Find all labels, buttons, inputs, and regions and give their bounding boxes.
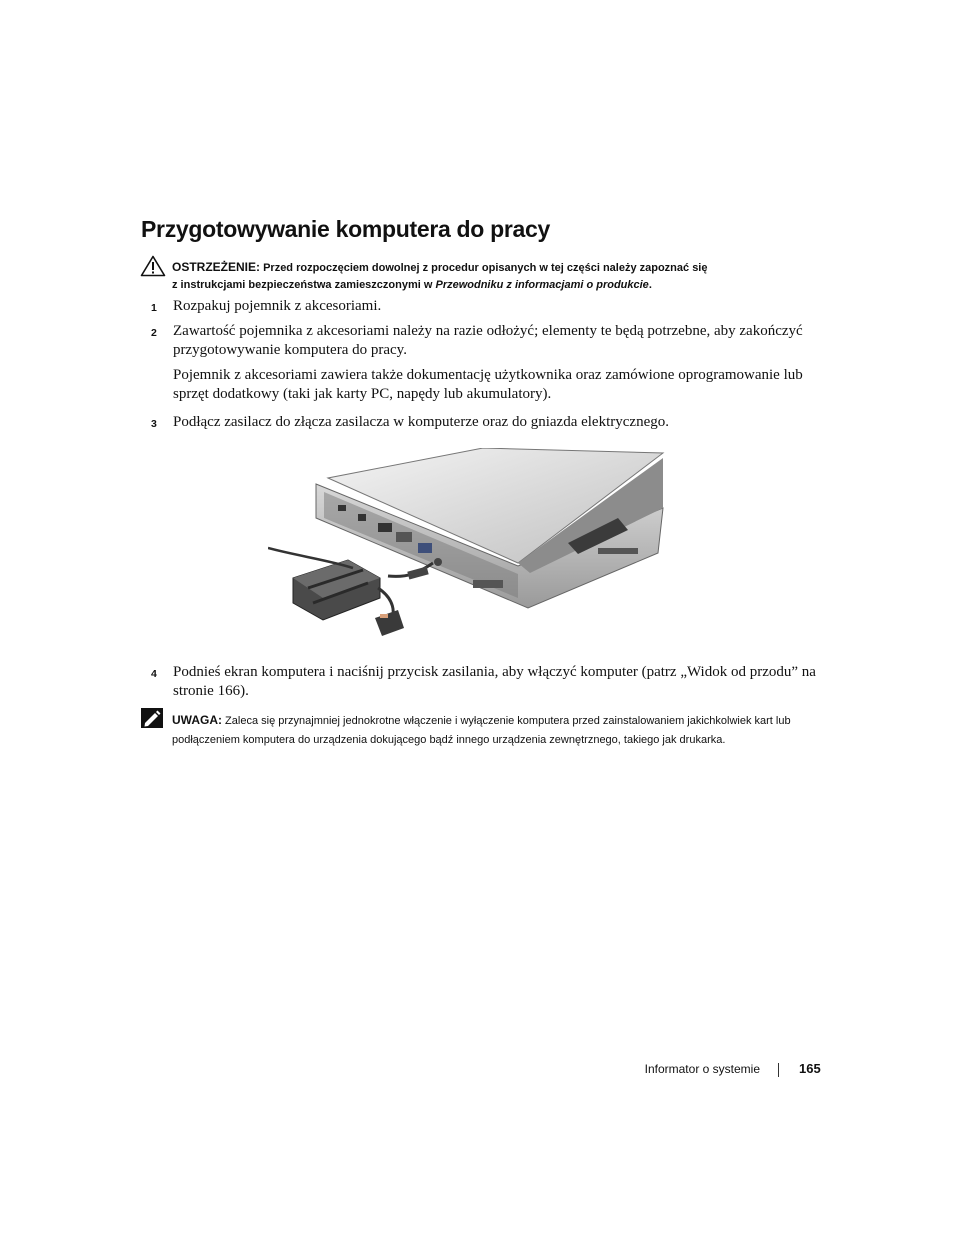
page-number: 165 <box>799 1061 821 1076</box>
note-block <box>172 711 822 750</box>
warning-text-end: . <box>648 279 652 291</box>
step-text: Podłącz zasilacz do złącza zasilacza w komputerze oraz do gniazda elektrycznego. <box>173 414 669 430</box>
warning-label: OSTRZEŻENIE: <box>172 260 261 274</box>
page-title: Przygotowywanie komputera do pracy <box>141 216 551 242</box>
note-label: UWAGA: <box>172 713 222 727</box>
step-text: Zawartość pojemnika z akcesoriami należy na razie odłożyć; elementy te będą potrzebne, aby zakończyć przygotowywanie komputera do pracy. <box>173 323 803 358</box>
pencil-note-icon <box>141 708 163 728</box>
step-extra-text: Pojemnik z akcesoriami zawiera także dokumentację użytkownika oraz zamówione oprogramowanie lub sprzęt dodatkowy (taki jak karty PC, napędy lub akumulatory). <box>173 367 803 402</box>
step-text: Rozpakuj pojemnik z akcesoriami. <box>173 298 382 314</box>
warning-text-1: Przed rozpoczęciem dowolnej z procedur opisanych w tej części należy zapoznać się <box>260 262 708 274</box>
footer-section-title: Informator o systemie <box>644 1062 760 1076</box>
step-number: 3 <box>151 418 157 430</box>
warning-reference: Przewodniku z informacjami o produkcie <box>435 279 649 291</box>
warning-text-2: z instrukcjami bezpieczeństwa zamieszczonymi w <box>172 279 436 291</box>
step-number: 4 <box>151 668 157 680</box>
laptop-adapter-illustration <box>268 448 668 643</box>
footer-separator <box>778 1063 779 1077</box>
warning-block <box>172 259 812 294</box>
step-number: 2 <box>151 327 157 339</box>
step-number: 1 <box>151 302 157 314</box>
step-text: Podnieś ekran komputera i naciśnij przycisk zasilania, aby włączyć komputer (patrz „Widok od przodu” na stronie 166). <box>173 664 816 699</box>
note-text: Zaleca się przynajmniej jednokrotne włączenie i wyłączenie komputera przed zainstalowaniem jakichkolwiek kart lub podłączeniem komputera do urządzenia dokującego bądź innego urządzenia zewnętrznego, takiego jak drukarka. <box>172 715 791 746</box>
warning-triangle-icon <box>140 255 166 277</box>
